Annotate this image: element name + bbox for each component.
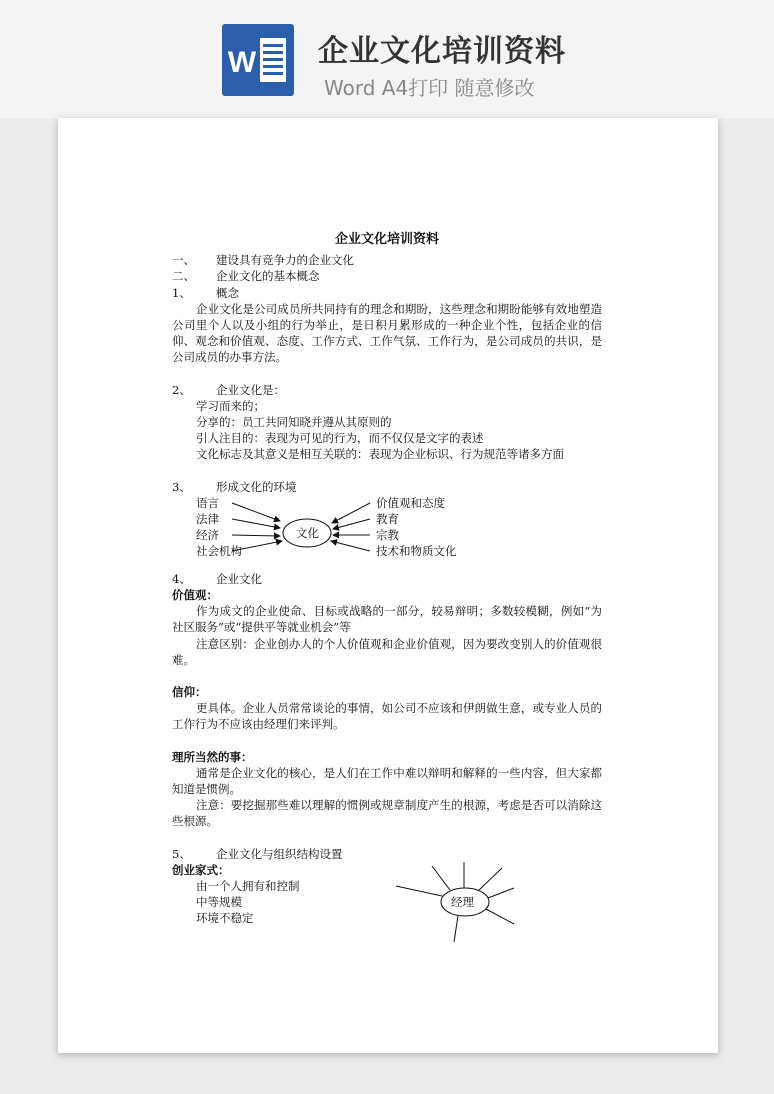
entrepreneur-structure	[172, 862, 602, 925]
banner-subtitle: Word A4打印 随意修改	[324, 76, 535, 100]
family-item: 中等规模	[196, 894, 242, 909]
word-icon	[222, 24, 294, 96]
section-3-heading	[172, 479, 602, 495]
section-number: 4、	[172, 571, 191, 586]
given-heading: 理所当然的事：	[172, 749, 253, 764]
section-text: 企业文化是：	[216, 382, 285, 397]
heading-1	[172, 252, 602, 268]
heading-text: 建设具有竞争力的企业文化	[216, 253, 354, 268]
section-text: 企业文化	[216, 571, 262, 586]
env-left-label: 语言	[196, 495, 219, 510]
family-item: 环境不稳定	[196, 910, 254, 925]
list-item: 分享的：员工共同知晓并遵从其原则的	[196, 415, 392, 430]
env-right-label: 价值观和态度	[376, 495, 445, 510]
env-left-label: 法律	[196, 511, 219, 526]
given-note: 注意：要挖掘那些难以理解的惯例或规章制度产生的根源，考虑是否可以消除这些根源。	[172, 798, 602, 829]
document-content	[172, 232, 602, 925]
section-2-heading	[172, 382, 602, 398]
heading-2	[172, 268, 602, 284]
heading-text: 企业文化的基本概念	[216, 269, 320, 284]
list-item: 引人注目的：表现为可见的行为，而不仅仅是文字的表述	[196, 431, 484, 446]
section-number: 2、	[172, 382, 191, 397]
manager-label: 经理	[451, 894, 474, 909]
env-right-label: 教育	[376, 511, 399, 526]
section-number: 5、	[172, 846, 191, 861]
list-item: 学习而来的；	[196, 398, 265, 413]
family-heading: 创业家式：	[172, 862, 230, 877]
env-right-label: 宗教	[376, 527, 399, 542]
banner-title: 企业文化培训资料	[318, 34, 566, 69]
env-left-label: 社会机构	[196, 543, 242, 558]
family-item: 由一个人拥有和控制	[196, 878, 300, 893]
heading-number: 一、	[172, 253, 195, 268]
section-number: 3、	[172, 479, 191, 494]
document-page	[58, 118, 718, 1053]
section-text: 企业文化与组织结构设置	[216, 846, 343, 861]
culture-environment-diagram	[172, 495, 602, 558]
values-paragraph: 作为成文的企业使命、目标或战略的一部分，较易辩明；多数较模糊，例如“为社区服务”或“提供平等就业机会”等	[172, 604, 602, 635]
env-center-label: 文化	[296, 525, 319, 540]
section-text: 形成文化的环境	[216, 479, 297, 494]
env-left-label: 经济	[196, 527, 219, 542]
list-item: 文化标志及其意义是相互关联的：表现为企业标识、行为规范等诸多方面	[196, 447, 564, 462]
manager-star-diagram	[172, 858, 602, 948]
section-number: 1、	[172, 285, 191, 300]
belief-heading: 信仰：	[172, 685, 207, 700]
banner	[0, 0, 774, 118]
env-right-label: 技术和物质文化	[376, 543, 457, 558]
belief-paragraph: 更具体。企业人员常常谈论的事情，如公司不应该和伊朗做生意，或专业人员的工作行为不应该由经理们来评判。	[172, 701, 602, 732]
document-title: 企业文化培训资料	[334, 232, 439, 247]
values-heading: 价值观：	[172, 588, 218, 603]
given-paragraph: 通常是企业文化的核心，是人们在工作中难以辩明和解释的一些内容，但大家都知道是惯例。	[172, 765, 602, 797]
section-1-heading	[172, 285, 602, 301]
section-text: 概念	[216, 285, 239, 300]
section-4-heading	[172, 571, 602, 587]
heading-number: 二、	[172, 269, 195, 284]
concept-paragraph: 企业文化是公司成员所共同持有的理念和期盼，这些理念和期盼能够有效地塑造公司里个人以及小组的行为举止，是日积月累形成的一种企业个性，包括企业的信仰、观念和价值观、态度、工作方式、工作气氛、工作行为，是公司成员的共识，是公司成员的办事方法。	[172, 301, 602, 365]
svg-text:W: W	[227, 46, 257, 79]
values-note: 注意区别：企业创办人的个人价值观和企业价值观，因为要改变别人的价值观很难。	[172, 636, 602, 667]
